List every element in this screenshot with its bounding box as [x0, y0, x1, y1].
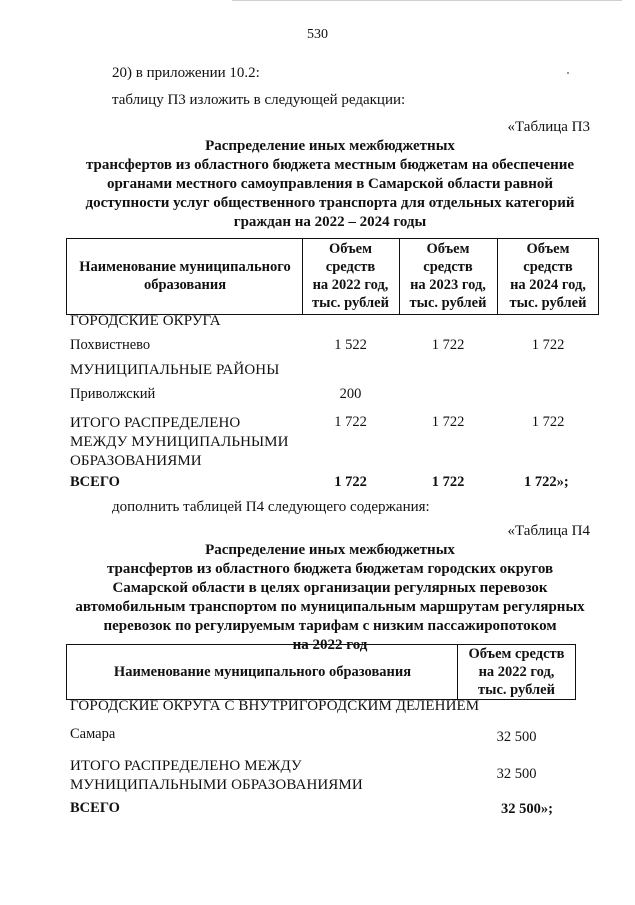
table3-title-line: граждан на 2022 – 2024 годы	[233, 214, 427, 230]
table4-grand-total-label: ВСЕГО	[70, 800, 120, 816]
table3-row-name: Приволжский	[70, 386, 156, 402]
header-line: тыс. рублей	[312, 295, 389, 311]
table4-header-name: Наименование муниципального образования	[113, 664, 412, 680]
table4-row-name: Самара	[70, 726, 116, 742]
scan-speck	[567, 72, 569, 74]
intro-line-2: таблицу П3 изложить в следующей редакции:	[112, 92, 406, 108]
total-label-line: ИТОГО РАСПРЕДЕЛЕНО МЕЖДУ	[70, 758, 302, 774]
table3-title-line: органами местного самоуправления в Самарской области равной	[106, 176, 554, 192]
header-line: средств	[325, 259, 376, 275]
table4-total-value: 32 500	[496, 766, 537, 782]
table3-total-value: 1 722	[531, 414, 565, 430]
table4-title-line: на 2022 год	[292, 637, 368, 653]
total-label-line: ОБРАЗОВАНИЯМИ	[70, 453, 202, 469]
table3-grand-total-value: 1 722	[334, 474, 367, 490]
table3-row-value: 1 522	[334, 337, 367, 353]
table3-header-2023	[399, 240, 497, 312]
addition-line: дополнить таблицей П4 следующего содержания:	[112, 499, 430, 515]
header-line: на 2022 год,	[478, 664, 555, 680]
intro-line-1: 20) в приложении 10.2:	[112, 65, 260, 81]
table3-group-gorodskie-okruga: ГОРОДСКИЕ ОКРУГА	[70, 313, 221, 329]
table4-grand-total-value: 32 500»;	[501, 801, 553, 817]
table3-header-2022	[302, 240, 399, 312]
header-line: Объем	[329, 241, 372, 257]
table3-grand-total-value: 1 722»;	[524, 474, 569, 490]
table4-title-line: автомобильным транспортом по муниципальным маршрутам регулярных	[75, 599, 585, 615]
table3-row-value: 1 722	[531, 337, 565, 353]
header-line: средств	[423, 259, 473, 275]
table3-header-name	[68, 258, 302, 294]
table3-group-munitsipalnye-rayony: МУНИЦИПАЛЬНЫЕ РАЙОНЫ	[70, 362, 280, 378]
page-number: 530	[307, 27, 328, 42]
table3-row-name: Похвистнево	[70, 337, 151, 353]
header-line: Наименование муниципального	[79, 259, 291, 275]
total-label-line: МУНИЦИПАЛЬНЫМИ ОБРАЗОВАНИЯМИ	[70, 777, 363, 793]
table3-total-value: 1 722	[334, 414, 367, 430]
total-label-line: ИТОГО РАСПРЕДЕЛЕНО	[70, 415, 241, 431]
total-label-line: МЕЖДУ МУНИЦИПАЛЬНЫМИ	[70, 434, 289, 450]
table3-label: «Таблица П3	[507, 119, 590, 135]
header-line: на 2024 год,	[510, 277, 586, 293]
table3-title-line: трансфертов из областного бюджета местным бюджетам на обеспечение	[85, 157, 575, 173]
table4-row-value: 32 500	[496, 729, 537, 745]
table3-header-2024	[497, 240, 599, 312]
table4-title-line: перевозок по регулируемым тарифам с низким пассажиропотоком	[103, 618, 557, 634]
table3-row-value: 200	[339, 386, 362, 402]
table3-row-value: 1 722	[431, 337, 465, 353]
header-line: образования	[143, 277, 227, 293]
table4-title-line: Распределение иных межбюджетных	[205, 542, 455, 558]
table3-grand-total-value: 1 722	[431, 474, 465, 490]
header-line: тыс. рублей	[509, 295, 587, 311]
table3-total-value: 1 722	[431, 414, 465, 430]
table4-title-line: трансфертов из областного бюджета бюджетам городских округов	[106, 561, 554, 577]
header-line: Объем	[526, 241, 570, 257]
table4-group-gorodskie-okruga: ГОРОДСКИЕ ОКРУГА С ВНУТРИГОРОДСКИМ ДЕЛЕНИЕМ	[70, 698, 480, 714]
table4-title	[0, 541, 635, 655]
table3-title	[0, 137, 635, 232]
header-line: Объем средств	[468, 646, 565, 662]
header-line: тыс. рублей	[409, 295, 487, 311]
top-rule	[232, 0, 622, 1]
table3-title-line: Распределение иных межбюджетных	[205, 138, 455, 154]
table4-total-label	[70, 757, 455, 795]
table4-title-line: Самарской области в целях организации регулярных перевозок	[112, 580, 548, 596]
header-line: на 2022 год,	[312, 277, 389, 293]
header-line: Объем	[426, 241, 470, 257]
header-line: на 2023 год,	[410, 277, 486, 293]
header-line: средств	[523, 259, 573, 275]
table3-title-line: доступности услуг общественного транспорта для отдельных категорий	[85, 195, 575, 211]
table3-grand-total-label: ВСЕГО	[70, 474, 120, 490]
table3-total-label	[70, 414, 302, 471]
table4-label: «Таблица П4	[507, 523, 590, 539]
header-line: тыс. рублей	[478, 682, 555, 698]
table4-header-2022	[457, 645, 576, 699]
